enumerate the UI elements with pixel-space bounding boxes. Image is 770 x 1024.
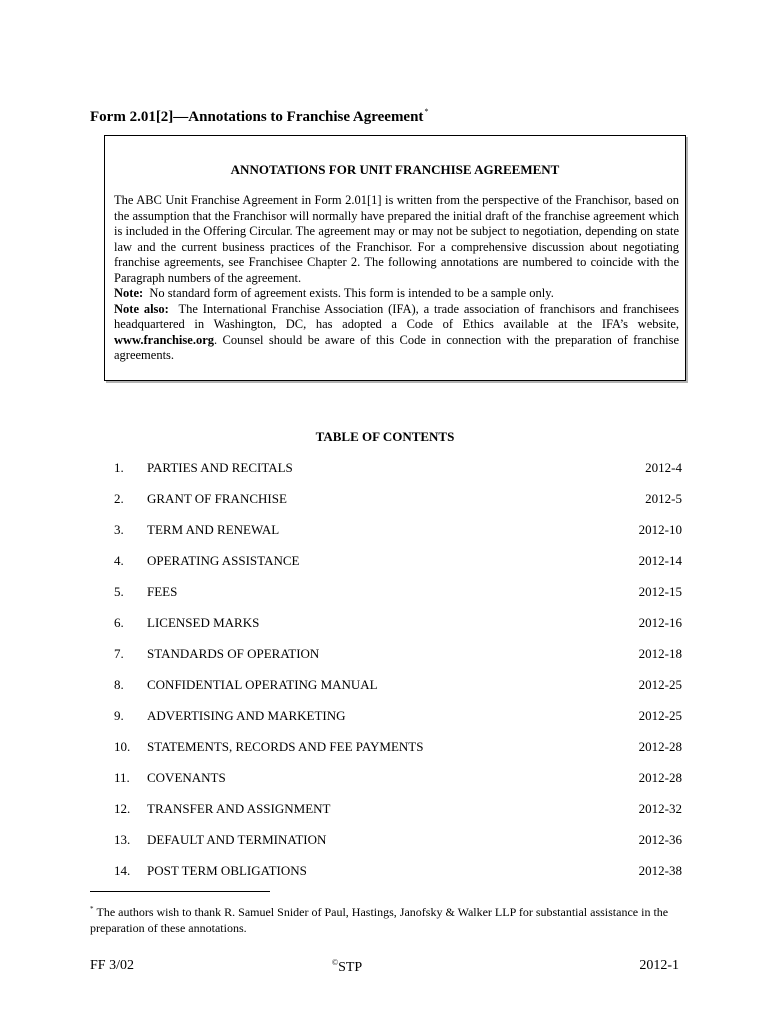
footnote — [90, 901, 690, 936]
toc-row[interactable] — [114, 801, 682, 832]
toc-number: 12. — [114, 801, 131, 816]
toc-row[interactable] — [114, 832, 682, 863]
page-title — [90, 107, 428, 126]
annotation-box-body — [114, 193, 679, 364]
toc-number: 3. — [114, 522, 124, 537]
title-footnote-mark: * — [424, 107, 429, 116]
toc-number: 13. — [114, 832, 131, 847]
table-of-contents — [114, 460, 682, 894]
toc-label: PARTIES AND RECITALS — [147, 460, 293, 475]
toc-number: 10. — [114, 739, 131, 754]
toc-label: FEES — [147, 584, 178, 599]
copyright-symbol: © — [332, 958, 339, 967]
toc-label: TRANSFER AND ASSIGNMENT — [147, 801, 331, 816]
toc-page: 2012-5 — [645, 491, 682, 506]
footnote-text: The authors wish to thank R. Samuel Snider of Paul, Hastings, Janofsky & Walker LLP for substantial assistance in the preparation of these annotations. — [90, 905, 669, 935]
toc-label: GRANT OF FRANCHISE — [147, 491, 287, 506]
toc-page: 2012-32 — [638, 801, 682, 816]
toc-label: STATEMENTS, RECORDS AND FEE PAYMENTS — [147, 739, 424, 754]
note-also-text-end: . Counsel should be aware of this Code in connection with the preparation of franchise agreements. — [114, 332, 679, 362]
toc-label: CONFIDENTIAL OPERATING MANUAL — [147, 677, 378, 692]
ifa-website-link[interactable]: www.franchise.org — [114, 332, 214, 347]
toc-page: 2012-18 — [638, 646, 682, 661]
toc-label: POST TERM OBLIGATIONS — [147, 863, 307, 878]
toc-number: 5. — [114, 584, 124, 599]
note-also-paragraph — [114, 302, 679, 364]
toc-page: 2012-15 — [638, 584, 682, 599]
toc-row[interactable] — [114, 863, 682, 894]
footer-publisher: STP — [338, 960, 363, 975]
note-also-label: Note also: — [114, 301, 169, 316]
footnote-mark: * — [90, 905, 94, 913]
page-title-text: Form 2.01[2]—Annotations to Franchise Agreement — [90, 109, 424, 125]
toc-page: 2012-36 — [638, 832, 682, 847]
toc-heading: TABLE OF CONTENTS — [315, 429, 455, 444]
toc-number: 11. — [114, 770, 130, 785]
toc-page: 2012-25 — [638, 677, 682, 692]
note-text: No standard form of agreement exists. This form is intended to be a sample only. — [149, 286, 554, 300]
toc-row[interactable] — [114, 770, 682, 801]
toc-number: 2. — [114, 491, 124, 506]
toc-page: 2012-25 — [638, 708, 682, 723]
toc-page: 2012-38 — [638, 863, 682, 878]
toc-number: 6. — [114, 615, 124, 630]
toc-page: 2012-4 — [645, 460, 682, 475]
toc-label: STANDARDS OF OPERATION — [147, 646, 320, 661]
footnote-divider — [90, 891, 270, 892]
toc-label: TERM AND RENEWAL — [147, 522, 280, 537]
toc-row[interactable] — [114, 491, 682, 522]
toc-row[interactable] — [114, 553, 682, 584]
toc-label: LICENSED MARKS — [147, 615, 260, 630]
toc-number: 1. — [114, 460, 124, 475]
footer-form-date: FF 3/02 — [90, 958, 134, 973]
toc-label: DEFAULT AND TERMINATION — [147, 832, 327, 847]
toc-number: 7. — [114, 646, 124, 661]
toc-row[interactable] — [114, 615, 682, 646]
toc-row[interactable] — [114, 708, 682, 739]
toc-row[interactable] — [114, 739, 682, 770]
toc-page: 2012-10 — [638, 522, 682, 537]
toc-row[interactable] — [114, 460, 682, 491]
toc-number: 4. — [114, 553, 124, 568]
toc-row[interactable] — [114, 646, 682, 677]
footer-copyright — [332, 958, 362, 976]
toc-page: 2012-28 — [638, 739, 682, 754]
note-label: Note: — [114, 286, 144, 300]
toc-row[interactable] — [114, 584, 682, 615]
toc-page: 2012-16 — [638, 615, 682, 630]
toc-number: 9. — [114, 708, 124, 723]
toc-page: 2012-14 — [638, 553, 682, 568]
toc-page: 2012-28 — [638, 770, 682, 785]
note-also-text: The International Franchise Association (IFA), a trade association of franchisors and franchisees headquartered in Washington, DC, has adopted a Code of Ethics available at the IFA’s website, — [114, 301, 679, 331]
footer-page-number: 2012-1 — [639, 958, 679, 973]
annotation-paragraph: The ABC Unit Franchise Agreement in Form 2.01[1] is written from the perspective of the Franchisor, based on the assumption that the Franchisor will normally have prepared the initial draft of the franchise agreement which is included in the Offering Circular. The agreement may or may not be subject to negotiation, depending on state law and the current business practices of the Franchisor. For a comprehensive discussion about negotiating franchise agreements, see Franchisee Chapter 2. The following annotations are numbered to coincide with the Paragraph numbers of the agreement. — [114, 193, 679, 285]
toc-label: ADVERTISING AND MARKETING — [147, 708, 346, 723]
annotation-box-heading: ANNOTATIONS FOR UNIT FRANCHISE AGREEMENT — [230, 162, 560, 177]
note-paragraph — [114, 286, 679, 302]
toc-number: 14. — [114, 863, 131, 878]
toc-label: COVENANTS — [147, 770, 226, 785]
toc-row[interactable] — [114, 677, 682, 708]
toc-label: OPERATING ASSISTANCE — [147, 553, 300, 568]
annotation-box — [104, 135, 686, 381]
toc-number: 8. — [114, 677, 124, 692]
toc-row[interactable] — [114, 522, 682, 553]
